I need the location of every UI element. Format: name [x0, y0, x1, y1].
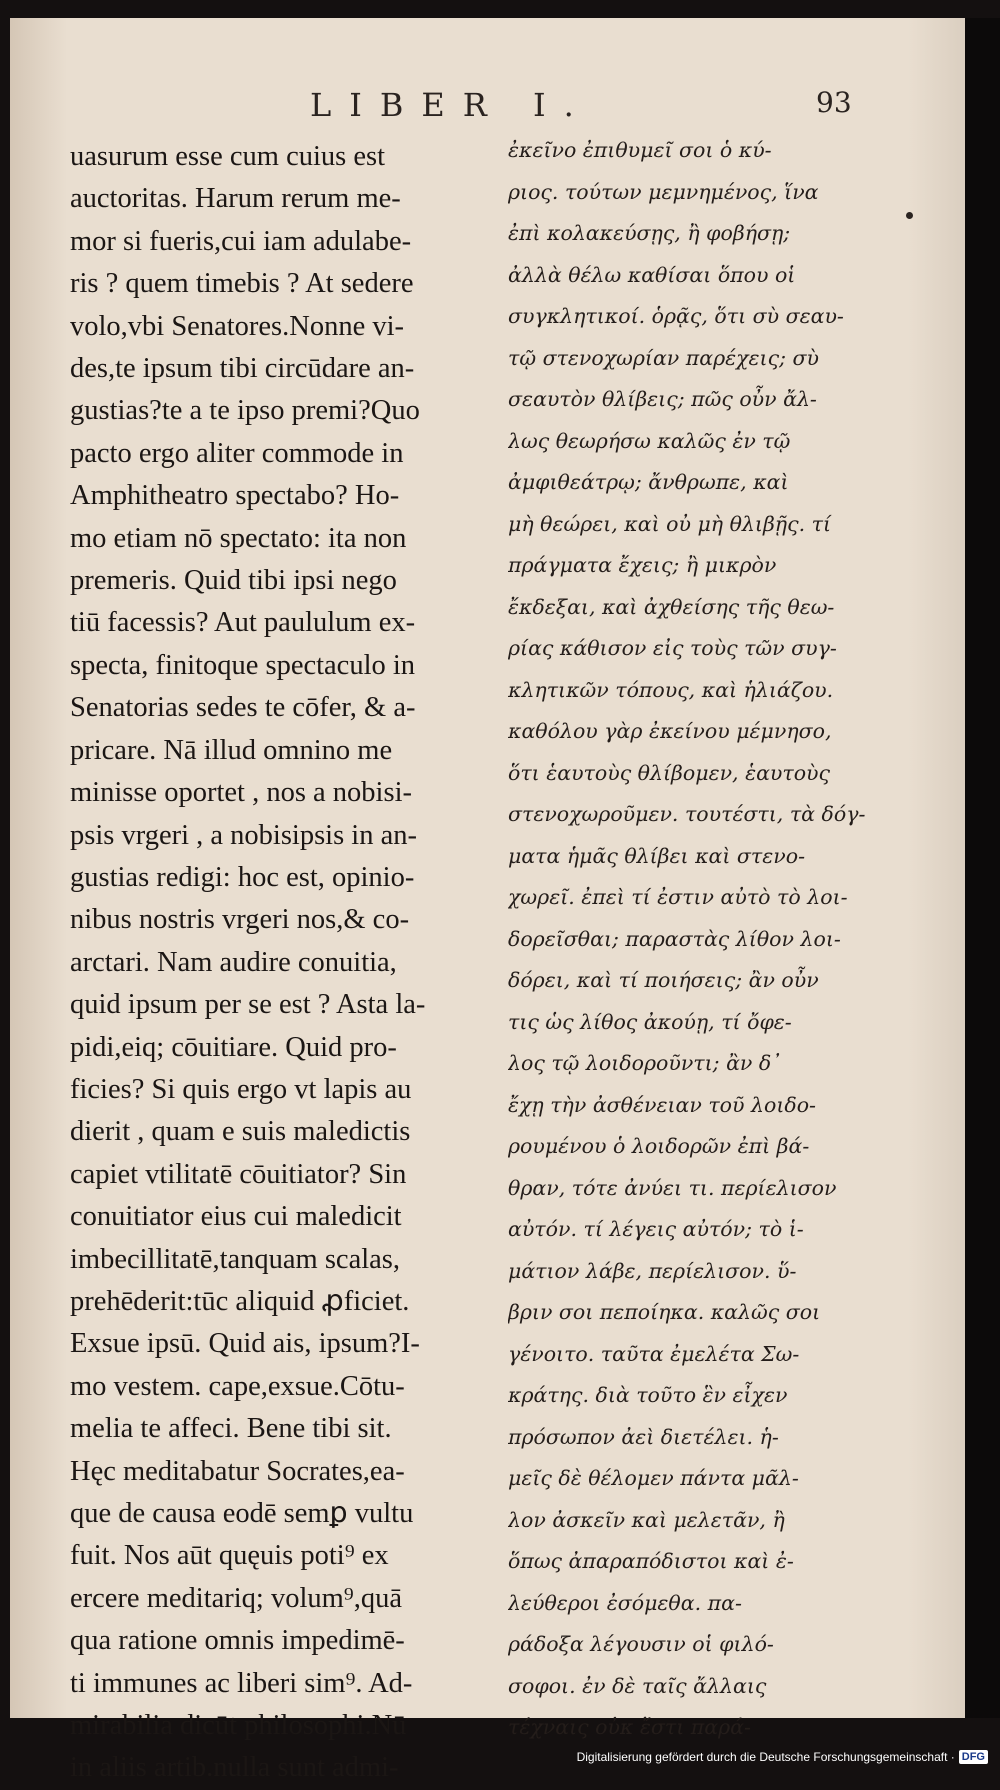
latin-text-line: mo etiam nō spectato: ita non — [70, 522, 407, 554]
latin-text-line: quid ipsum per se est ? Asta la- — [70, 989, 426, 1021]
greek-text-line: σοφοι. ἐν δὲ ταῖς ἄλλαις — [508, 1673, 767, 1698]
latin-text-line: ficies? Si quis ergo vt lapis au — [70, 1073, 412, 1105]
greek-text-line: τις ὡς λίθος ἀκούῃ, τί ὄφε- — [508, 1009, 792, 1034]
greek-text-line: λως θεωρήσω καλῶς ἐν τῷ — [508, 428, 791, 453]
greek-text-line: ὅτι ἑαυτοὺς θλίβομεν, ἑαυτοὺς — [508, 760, 831, 785]
greek-text-line: μὴ θεώρει, καὶ οὐ μὴ θλιβῇς. τί — [508, 511, 831, 536]
greek-text-line: κλητικῶν τόπους, καὶ ἡλιάζου. — [508, 677, 834, 702]
latin-text-line: in aliis artib.nulla sunt admi- — [70, 1752, 399, 1784]
latin-text-line: Senatorias sedes te cōfer, & a- — [70, 692, 416, 724]
page-edge — [965, 18, 1000, 1718]
greek-text-line: ματα ἡμᾶς θλίβει καὶ στενο- — [508, 843, 805, 868]
greek-text-line: καθόλου γὰρ ἐκείνου μέμνησο, — [508, 719, 832, 743]
greek-text-line: σεαυτὸν θλίβεις; πῶς οὖν ἄλ- — [508, 387, 817, 411]
latin-text-line: tiū facessis? Aut paululum ex- — [70, 607, 416, 639]
latin-text-line: nibus nostris vrgeri nos,& co- — [70, 904, 410, 936]
greek-text-line: λος τῷ λοιδοροῦντι; ἂν δ᾽ — [508, 1051, 782, 1075]
latin-text-line: mo vestem. cape,exsue.Cōtu- — [70, 1370, 405, 1402]
latin-text-line: que de causa eodē semꝑ vultu — [70, 1498, 414, 1529]
latin-text-line: specta, finitoque spectaculo in — [70, 649, 416, 681]
greek-text-line: ράδοξα λέγουσιν οἱ φιλό- — [508, 1632, 774, 1656]
latin-text-line: Amphitheatro spectabo? Ho- — [70, 480, 400, 512]
greek-text-line: συγκλητικοί. ὁρᾷς, ὅτι σὺ σεαυ- — [508, 304, 844, 328]
greek-text-line: ἔκδεξαι, καὶ ἀχθείσης τῆς θεω- — [508, 594, 835, 619]
greek-text-line: μάτιον λάβε, περίελισον. ὕ- — [508, 1258, 797, 1283]
latin-text-line: dierit , quam e suis maledictis — [70, 1116, 411, 1148]
latin-text-line: minisse oportet , nos a nobisi- — [70, 777, 412, 809]
greek-text-line: ἔχῃ τὴν ἀσθένειαν τοῦ λοιδο- — [508, 1092, 816, 1117]
greek-text-line: αὐτόν. τί λέγεις αὐτόν; τὸ ἱ- — [508, 1217, 804, 1241]
latin-text-line: conuitiator eius cui maledicit — [70, 1201, 402, 1233]
greek-text-line: ἐκεῖνο ἐπιθυμεῖ σοι ὁ κύ- — [508, 138, 772, 162]
latin-text-line: fuit. Nos aūt quęuis poti⁹ ex — [70, 1540, 389, 1572]
greek-text-line: βριν σοι πεποίηκα. καλῶς σοι — [508, 1300, 821, 1324]
dfg-logo: DFG — [959, 1750, 988, 1764]
greek-text-line: στενοχωροῦμεν. τουτέστι, τὰ δόγ- — [508, 802, 866, 826]
ink-dot — [906, 212, 913, 219]
latin-text-line: psis vrgeri , a nobisipsis in an- — [70, 819, 417, 851]
latin-text-line: arctari. Nam audire conuitia, — [70, 946, 397, 978]
latin-text-line: qua ratione omnis impedimē- — [70, 1625, 405, 1657]
digitization-credit — [577, 1750, 988, 1764]
latin-text-line: des,te ipsum tibi circūdare an- — [70, 353, 415, 385]
greek-text-line: ρουμένου ὁ λοιδορῶν ἐπὶ βά- — [508, 1134, 810, 1158]
greek-text-line: γένοιτο. ταῦτα ἐμελέτα Σω- — [508, 1341, 800, 1366]
greek-column — [508, 130, 868, 1749]
latin-text-line: gustias?te a te ipso premi?Quo — [70, 395, 420, 427]
latin-text-line: Exsue ipsū. Quid ais, ipsum?I- — [70, 1328, 420, 1360]
greek-text-line: δορεῖσθαι; παραστὰς λίθον λοι- — [508, 926, 841, 951]
latin-text-line: uasurum esse cum cuius est — [70, 141, 386, 172]
latin-text-line: pricare. Nā illud omnino me — [70, 734, 393, 766]
latin-text-line: prehēderit:tūc aliquid ꝓficiet. — [70, 1285, 410, 1317]
latin-text-line: melia te affeci. Bene tibi sit. — [70, 1413, 392, 1445]
greek-text-line: ἐπὶ κολακεύσῃς, ἢ φοβήσῃ; — [508, 221, 791, 245]
latin-text-line: premeris. Quid tibi ipsi nego — [70, 565, 397, 597]
greek-text-line: ἀμφιθεάτρῳ; ἄνθρωπε, καὶ — [508, 470, 789, 494]
credit-text: Digitalisierung gefördert durch die Deutsche Forschungsgemeinschaft · — [576, 1750, 955, 1764]
latin-column — [70, 136, 480, 1790]
latin-text-line: ercere meditariq; volum⁹,quā — [70, 1582, 403, 1614]
latin-text-line: Hęc meditabatur Socrates,ea- — [70, 1455, 405, 1487]
greek-text-line: λον ἀσκεῖν καὶ μελετᾶν, ἢ — [508, 1507, 785, 1532]
latin-text-line: pacto ergo aliter commode in — [70, 437, 404, 469]
latin-text-line: volo,vbi Senatores.Nonne vi- — [70, 310, 405, 342]
greek-text-line: πρόσωπον ἀεὶ διετέλει. ἡ- — [508, 1424, 779, 1449]
greek-text-line: πράγματα ἔχεις; ἢ μικρὸν — [508, 553, 777, 577]
latin-text-line: ris ? quem timebis ? At sedere — [70, 268, 414, 300]
latin-text-line: mor si fueris,cui iam adulabe- — [70, 225, 412, 257]
latin-text-line: mirabilia dicūt philosophi.Nū — [70, 1710, 407, 1742]
latin-text-line: gustias redigi: hoc est, opinio- — [70, 861, 415, 893]
greek-text-line: θραν, τότε ἀνύει τι. περίελισον — [508, 1175, 837, 1200]
greek-text-line: λεύθεροι ἐσόμεθα. πα- — [508, 1590, 742, 1615]
latin-text-line: pidi,eiq; cōuitiare. Quid pro- — [70, 1031, 397, 1063]
greek-text-line: μεῖς δὲ θέλομεν πάντα μᾶλ- — [508, 1466, 799, 1490]
greek-text-line: ὅπως ἀπαραπόδιστοι καὶ ἐ- — [508, 1549, 794, 1573]
latin-text-line: imbecillitatē,tanquam scalas, — [70, 1243, 401, 1275]
latin-text-line: ti immunes ac liberi sim⁹. Ad- — [70, 1667, 413, 1699]
greek-text-line: τέχναις οὐκ ἔστι παρά- — [508, 1715, 751, 1739]
greek-text-line: χωρεῖ. ἐπεὶ τί ἐστιν αὐτὸ τὸ λοι- — [508, 885, 848, 909]
greek-text-line: ρίας κάθισον εἰς τοὺς τῶν συγ- — [508, 636, 837, 660]
greek-text-line: ἀλλὰ θέλω καθίσαι ὅπου οἱ — [508, 262, 796, 287]
greek-text-line: ριος. τούτων μεμνημένος, ἵνα — [508, 179, 819, 204]
page-number: 93 — [816, 86, 852, 119]
greek-text-line: δόρει, καὶ τί ποιήσεις; ἂν οὖν — [508, 968, 819, 992]
greek-text-line: κράτης. διὰ τοῦτο ἓν εἶχεν — [508, 1383, 788, 1407]
latin-text-line: capiet vtilitatē cōuitiator? Sin — [70, 1158, 407, 1190]
greek-text-line: τῷ στενοχωρίαν παρέχεις; σὺ — [508, 345, 819, 370]
latin-text-line: auctoritas. Harum rerum me- — [70, 183, 401, 215]
running-head: LIBER I. — [310, 86, 592, 124]
